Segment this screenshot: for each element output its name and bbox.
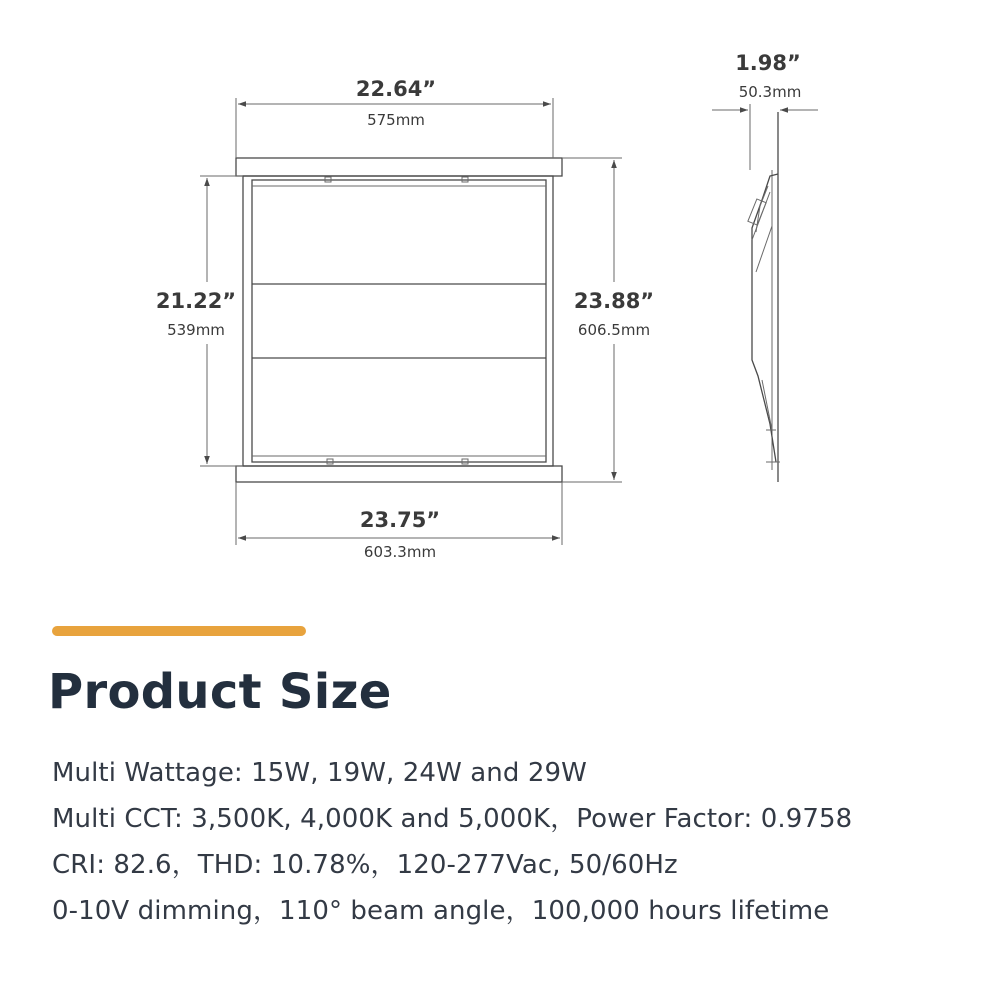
bottom-inches-label: 23.75” xyxy=(359,508,441,532)
depth-mm-label: 50.3mm xyxy=(738,83,802,101)
dimension-right xyxy=(562,158,662,482)
left-mm-label: 539mm xyxy=(167,321,225,339)
spec-list xyxy=(52,750,992,934)
depth-inches-label: 1.98” xyxy=(735,51,801,75)
spec-cri-thd-voltage: CRI: 82.6，THD: 10.78%，120-277Vac, 50/60Hz xyxy=(52,850,678,880)
dimension-top xyxy=(236,77,553,158)
dimension-bottom xyxy=(236,482,562,561)
right-inches-label: 23.88” xyxy=(573,289,655,313)
top-inches-label: 22.64” xyxy=(355,77,437,101)
right-mm-label: 606.5mm xyxy=(577,321,651,339)
page-title: Product Size xyxy=(48,664,392,720)
left-inches-label: 21.22” xyxy=(155,289,237,313)
bottom-mm-label: 603.3mm xyxy=(363,543,437,561)
front-view xyxy=(236,158,562,482)
dimension-left xyxy=(150,176,243,466)
top-mm-label: 575mm xyxy=(367,111,425,129)
spec-dimming-beam-lifetime: 0-10V dimming，110° beam angle，100,000 hours lifetime xyxy=(52,896,830,926)
spec-cct-power-factor: Multi CCT: 3,500K, 4,000K and 5,000K，Power Factor: 0.9758 xyxy=(52,804,853,834)
side-view xyxy=(712,51,818,482)
spec-wattage: Multi Wattage: 15W, 19W, 24W and 29W xyxy=(52,758,587,788)
accent-divider xyxy=(52,626,306,636)
